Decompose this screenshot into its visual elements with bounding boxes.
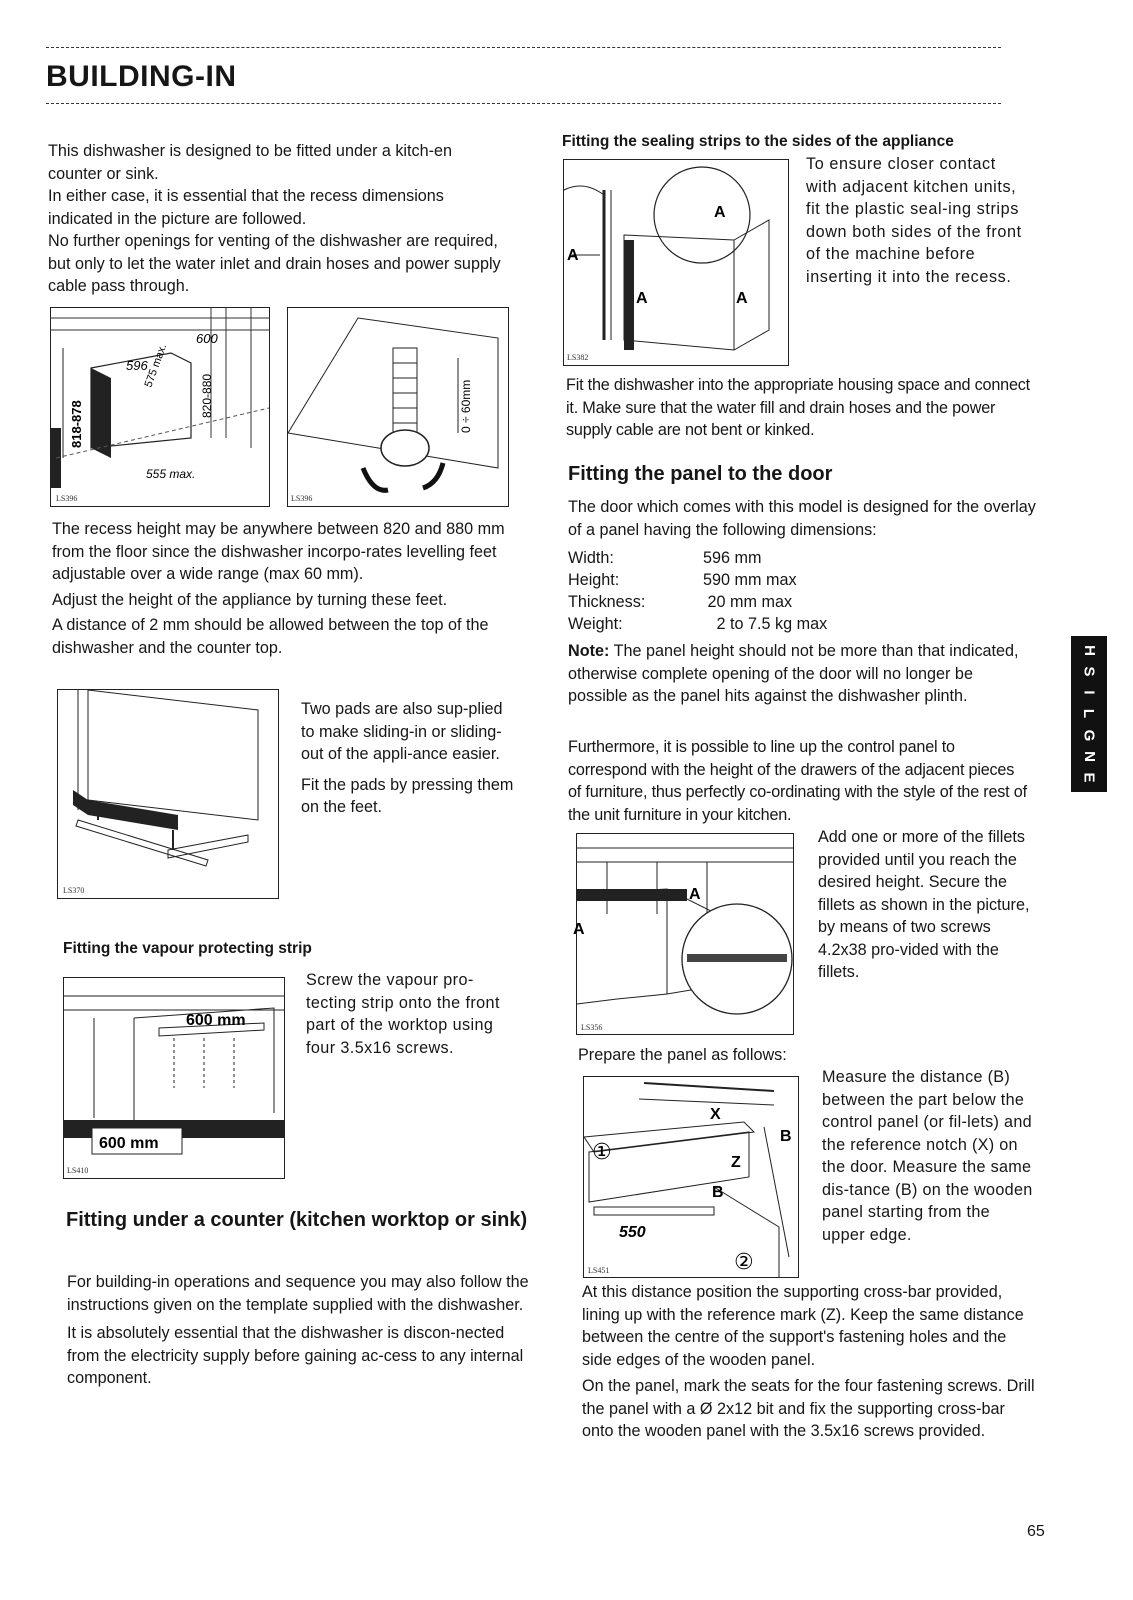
fillets-illustration [573, 834, 793, 1034]
pads-paragraph-2: Fit the pads by pressing them on the feet. [301, 775, 514, 816]
final-paragraph-2: On the panel, mark the seats for the four fastening screws. Drill the panel with a Ø 2x12 bit and fix the supporting cross-bar onto the wooden panel with the 3.5x16 screws provided. [582, 1377, 1035, 1440]
panel-intro: The door which comes with this model is designed for the overlay of a panel having the following dimensions: [568, 498, 1036, 539]
figure-code: LS410 [67, 1166, 89, 1175]
marker-1: ① [592, 1140, 612, 1165]
label-a-left: A [567, 247, 579, 264]
figure-recess-dimensions [50, 307, 270, 507]
page-title: BUILDING-IN [46, 60, 237, 93]
final-paragraph-1: At this distance position the supporting cross-bar provided, lining up with the reference mark (Z). Keep the same distance between the centre of the support's fastening holes and the side edges of the wooden panel. [582, 1283, 1024, 1369]
dim-600mm-bottom: 600 mm [99, 1135, 159, 1152]
measure-illustration [584, 1077, 798, 1277]
side-tab-letter: H [1080, 645, 1098, 656]
label-x: X [710, 1106, 721, 1123]
dim-600mm-top: 600 mm [186, 1012, 246, 1029]
recess-height-paragraph: The recess height may be anywhere between 820 and 880 mm from the floor since the dishwasher incorpo-rates levelling feet adjustable over a wide range (max 60 mm). [52, 520, 505, 583]
header-rule-bottom [46, 103, 1001, 104]
side-tab-letter: E [1080, 772, 1098, 783]
sealing-heading: Fitting the sealing strips to the sides of the appliance [562, 133, 954, 150]
side-tab-letter: L [1080, 709, 1098, 719]
final-text [582, 1281, 1038, 1443]
dim-550: 550 [619, 1224, 646, 1241]
vapour-illustration [64, 978, 284, 1178]
label-b-mid: B [712, 1184, 724, 1201]
label-b-top: B [780, 1128, 792, 1145]
label-z: Z [731, 1154, 741, 1171]
figure-code: LS356 [581, 1023, 603, 1032]
intro-paragraph-1: This dishwasher is designed to be fitted under a kitch-en counter or sink. [48, 142, 453, 183]
spec-thickness-label: Thickness: [568, 593, 646, 611]
figure-vapour-strip [63, 977, 285, 1179]
header-rule-top [46, 47, 1001, 48]
note-paragraph [568, 640, 1028, 708]
marker-2: ② [734, 1250, 754, 1275]
vapour-heading: Fitting the vapour protecting strip [63, 940, 312, 957]
intro-paragraph-3: No further openings for venting of the dishwasher are required, but only to let the water inlet and drain hoses and power supply cable pass through. [48, 232, 501, 295]
figure-measure-panel [583, 1076, 799, 1278]
dim-818-878: 818-878 [69, 400, 84, 448]
side-tab-letter: S [1080, 666, 1098, 677]
counter-paragraph-2: It is absolutely essential that the dishwasher is discon-nected from the electricity supply before gaining ac-cess to any internal component. [67, 1324, 524, 1387]
page-number: 65 [1027, 1523, 1045, 1540]
intro-block [48, 140, 508, 298]
spec-weight-label: Weight: [568, 615, 623, 633]
language-tab [1071, 636, 1107, 792]
vapour-text: Screw the vapour pro-tecting strip onto the front part of the worktop using four 3.5x16 screws. [306, 971, 500, 1057]
dim-575: 575 max. [142, 342, 170, 390]
label-a-left: A [573, 921, 585, 938]
fit-text: Fit the dishwasher into the appropriate housing space and connect it. Make sure that the water fill and drain hoses and the power supply cable are not bent or kinked. [566, 376, 1030, 439]
figure-code: LS370 [63, 886, 85, 895]
figure-sliding-pads [57, 689, 279, 899]
counter-paragraph-1: For building-in operations and sequence you may also follow the instructions given on the template supplied with the dishwasher. [67, 1273, 529, 1314]
sealing-text: To ensure closer contact with adjacent kitchen units, fit the plastic seal-ing strips down both sides of the front of the machine before inserting it into the recess. [806, 155, 1022, 286]
figure-adjustable-feet [287, 307, 509, 507]
furthermore-paragraph: Furthermore, it is possible to line up the control panel to correspond with the height of the drawers of the adjacent pieces of furniture, thus perfectly co-ordinating with the style of the rest of the unit furniture in your kitchen. [568, 738, 1027, 824]
dim-596: 596 [126, 358, 148, 373]
label-a-circle: A [714, 204, 726, 221]
dim-555: 555 max. [146, 467, 196, 481]
spec-height-label: Height: [568, 571, 620, 589]
prepare-text: Prepare the panel as follows: [578, 1046, 787, 1064]
note-label: Note: [568, 642, 610, 660]
sealing-illustration [564, 160, 788, 365]
spec-weight-value: 2 to 7.5 kg max [703, 615, 828, 633]
side-tab-letter: G [1080, 729, 1098, 741]
fillets-text: Add one or more of the fillets provided until you reach the desired height. Secure the fillets as shown in the picture, by means of two screws 4.2x38 pro-vided with the fillets. [818, 828, 1030, 981]
note-text: The panel height should not be more than that indicated, otherwise complete opening of the door will no longer be possible as the panel hits against the dishwasher plinth. [568, 642, 1019, 705]
pads-text [301, 698, 519, 819]
spec-height-value: 590 mm max [703, 571, 797, 589]
dim-0-60mm: 0 ÷ 60mm [459, 379, 473, 433]
side-tab-letter: I [1080, 690, 1098, 695]
pads-illustration [58, 690, 278, 898]
feet-illustration [288, 308, 508, 506]
panel-heading: Fitting the panel to the door [568, 463, 833, 485]
figure-fillets [573, 833, 794, 1035]
label-a-top: A [689, 886, 701, 903]
label-a-side: A [736, 290, 748, 307]
pads-paragraph-1: Two pads are also sup-plied to make sliding-in or sliding-out of the appli-ance easier. [301, 700, 503, 763]
figure-code: LS451 [588, 1266, 610, 1275]
spec-width-label: Width: [568, 549, 614, 567]
panel-spec-table [568, 547, 827, 635]
figure-code: LS382 [567, 353, 589, 362]
measure-text: Measure the distance (B) between the part below the control panel (or fil-lets) and the reference notch (X) on the door. Measure the same dis-tance (B) on the wooden panel starting from the upper edge. [822, 1068, 1033, 1244]
distance-paragraph: A distance of 2 mm should be allowed between the top of the dishwasher and the counter top. [52, 616, 489, 657]
adjust-height-paragraph: Adjust the height of the appliance by turning these feet. [52, 590, 448, 609]
side-tab-letter: N [1080, 750, 1098, 762]
dim-600: 600 [196, 331, 218, 346]
spec-width-value: 596 mm [703, 549, 762, 567]
dim-820-880: 820-880 [200, 373, 214, 418]
counter-heading: Fitting under a counter (kitchen worktop or sink) [66, 1209, 528, 1231]
label-a-door: A [636, 290, 648, 307]
figure-code: LS396 [291, 494, 313, 503]
spec-thickness-value: 20 mm max [703, 593, 793, 611]
recess-illustration [51, 308, 269, 506]
recess-text [52, 518, 512, 659]
figure-sealing-strips [563, 159, 789, 366]
figure-code: LS396 [56, 494, 78, 503]
intro-paragraph-2: In either case, it is essential that the recess dimensions indicated in the picture are followed. [48, 187, 444, 228]
counter-text [67, 1271, 537, 1390]
